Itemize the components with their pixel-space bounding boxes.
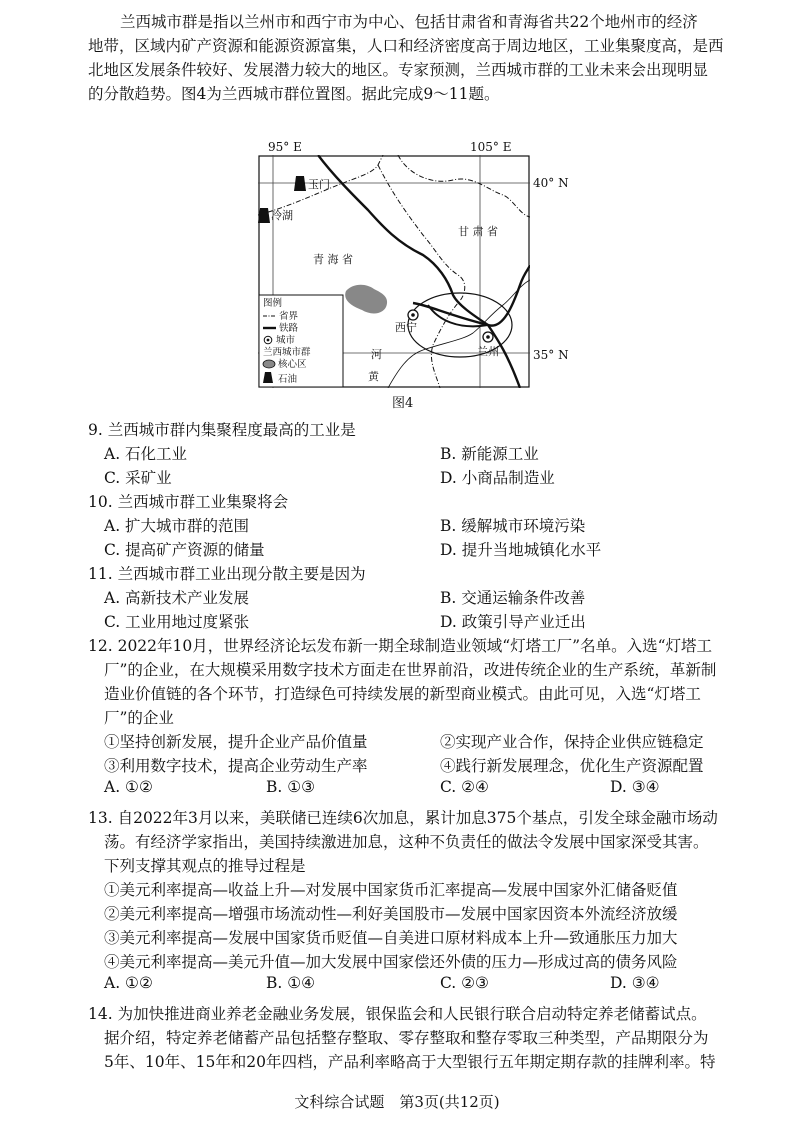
legend-core-icon <box>263 360 275 368</box>
lat-label-40: 40° N <box>533 176 569 190</box>
q9-option-c: C. 采矿业 <box>104 469 172 487</box>
q13-statement-3: ③美元利率提高—发展中国家货币贬值—自美进口原材料成本上升—致通胀压力加大 <box>104 929 678 947</box>
label-river-huang: 黄 <box>368 370 379 383</box>
intro-line: 地带，区域内矿产资源和能源资源富集，人口和经济密度高于周边地区，工业集聚度高，是西 <box>88 37 724 55</box>
label-river-he: 河 <box>371 348 382 361</box>
question-13-stem: 13. 自2022年3月以来，美联储已连续6次加息，累计加息375个基点，引发全球金融市场动 <box>88 809 718 827</box>
q12-statement-1: ①坚持创新发展，提升企业产品价值量 <box>104 733 368 751</box>
question-10-stem: 10. 兰西城市群工业集聚将会 <box>88 493 289 511</box>
map-legend <box>259 295 343 387</box>
q11-option-b: B. 交通运输条件改善 <box>440 589 586 607</box>
q10-option-c: C. 提高矿产资源的储量 <box>104 541 265 559</box>
question-12-stem: 造业价值链的各个环节，打造绿色可持续发展的新型商业模式。由此可见，入选“灯塔工 <box>104 685 701 703</box>
q10-option-d: D. 提升当地城镇化水平 <box>440 541 602 559</box>
q11-option-a: A. 高新技术产业发展 <box>104 589 250 607</box>
q10-option-a: A. 扩大城市群的范围 <box>104 517 250 535</box>
intro-line: 北地区发展条件较好、发展潜力较大的地区。专家预测，兰西城市群的工业未来会出现明显 <box>88 61 709 79</box>
lon-label-105: 105° E <box>470 140 512 154</box>
question-13-stem: 下列支撑其观点的推导过程是 <box>104 857 306 875</box>
q13-option-c: C. ②③ <box>440 974 489 992</box>
intro-line: 兰西城市群是指以兰州市和西宁市为中心、包括甘肃省和青海省共22个地州市的经济 <box>120 13 698 31</box>
page-footer: 文科综合试题 第3页(共12页) <box>294 1093 500 1111</box>
label-lenghu: 冷湖 <box>271 209 293 222</box>
legend-oil-label: 石油 <box>278 374 298 385</box>
q9-option-b: B. 新能源工业 <box>440 445 539 463</box>
q13-statement-1: ①美元利率提高—收益上升—对发展中国家货币汇率提高—发展中国家外汇储备贬值 <box>104 881 678 899</box>
lat-label-35: 35° N <box>533 348 569 362</box>
q13-option-d: D. ③④ <box>610 974 660 992</box>
question-12-stem: 厂”的企业 <box>104 709 174 727</box>
oil-icon-yumen <box>294 176 306 191</box>
label-xining: 西宁 <box>395 321 417 334</box>
question-9-stem: 9. 兰西城市群内集聚程度最高的工业是 <box>88 421 356 439</box>
q13-option-b: B. ①④ <box>266 974 316 992</box>
label-yumen: 玉门 <box>308 178 330 191</box>
question-14-stem: 据介绍，特定养老储蓄产品包括整存整取、零存整取和整存零取三种类型，产品期限分为 <box>104 1029 709 1047</box>
q11-option-d: D. 政策引导产业迁出 <box>440 613 586 631</box>
question-12-stem: 12. 2022年10月，世界经济论坛发布新一期全球制造业领域“灯塔工厂”名单。入选“灯塔工 <box>88 637 713 655</box>
q12-statement-3: ③利用数字技术，提高企业劳动生产率 <box>104 757 368 775</box>
q9-option-d: D. 小商品制造业 <box>440 469 555 487</box>
q9-option-a: A. 石化工业 <box>104 445 188 463</box>
q10-option-b: B. 缓解城市环境污染 <box>440 517 586 535</box>
label-qinghai: 青 海 省 <box>313 253 353 266</box>
question-11-stem: 11. 兰西城市群工业出现分散主要是因为 <box>88 565 366 583</box>
legend-core-label-2: 核心区 <box>278 359 307 370</box>
legend-city-label: 城市 <box>276 335 296 346</box>
oil-icon-lenghu <box>258 208 270 223</box>
q13-option-a: A. ①② <box>104 974 153 992</box>
q11-option-c: C. 工业用地过度紧张 <box>104 613 250 631</box>
map-svg <box>258 155 530 388</box>
question-14-stem: 14. 为加快推进商业养老金融业务发展，银保监会和人民银行联合启动特定养老储蓄试点。 <box>88 1005 707 1023</box>
location-map <box>258 155 530 388</box>
q12-option-d: D. ③④ <box>610 778 660 796</box>
q12-statement-4: ④践行新发展理念，优化生产资源配置 <box>440 757 704 775</box>
q13-statement-2: ②美元利率提高—增强市场流动性—利好美国股市—发展中国家因资本外流经济放缓 <box>104 905 678 923</box>
label-lanzhou: 兰州 <box>477 345 499 358</box>
q12-statement-2: ②实现产业合作，保持企业供应链稳定 <box>440 733 704 751</box>
question-13-stem: 荡。有经济学家指出，美国持续激进加息，这种不负责任的做法令发展中国家深受其害。 <box>104 833 709 851</box>
lon-label-95: 95° E <box>268 140 302 154</box>
legend-rail-label: 铁路 <box>279 323 299 334</box>
question-12-stem: 厂”的企业，在大规模采用数字技术方面走在世界前沿，改进传统企业的生产系统，革新制 <box>104 661 717 679</box>
legend-core-label-1: 兰西城市群 <box>263 347 311 358</box>
q12-option-b: B. ①③ <box>266 778 316 796</box>
intro-line: 的分散趋势。图4为兰西城市群位置图。据此完成9～11题。 <box>88 85 500 103</box>
q13-statement-4: ④美元利率提高—美元升值—加大发展中国家偿还外债的压力—形成过高的债务风险 <box>104 953 678 971</box>
legend-border-label: 省界 <box>279 311 299 322</box>
figure-caption: 图4 <box>392 396 414 411</box>
q12-option-a: A. ①② <box>104 778 153 796</box>
legend-title: 图例 <box>263 298 283 309</box>
q12-option-c: C. ②④ <box>440 778 489 796</box>
label-gansu: 甘 肃 省 <box>458 225 498 238</box>
question-14-stem: 5年、10年、15年和20年四档，产品利率略高于大型银行五年期定期存款的挂牌利率。特 <box>104 1053 716 1071</box>
